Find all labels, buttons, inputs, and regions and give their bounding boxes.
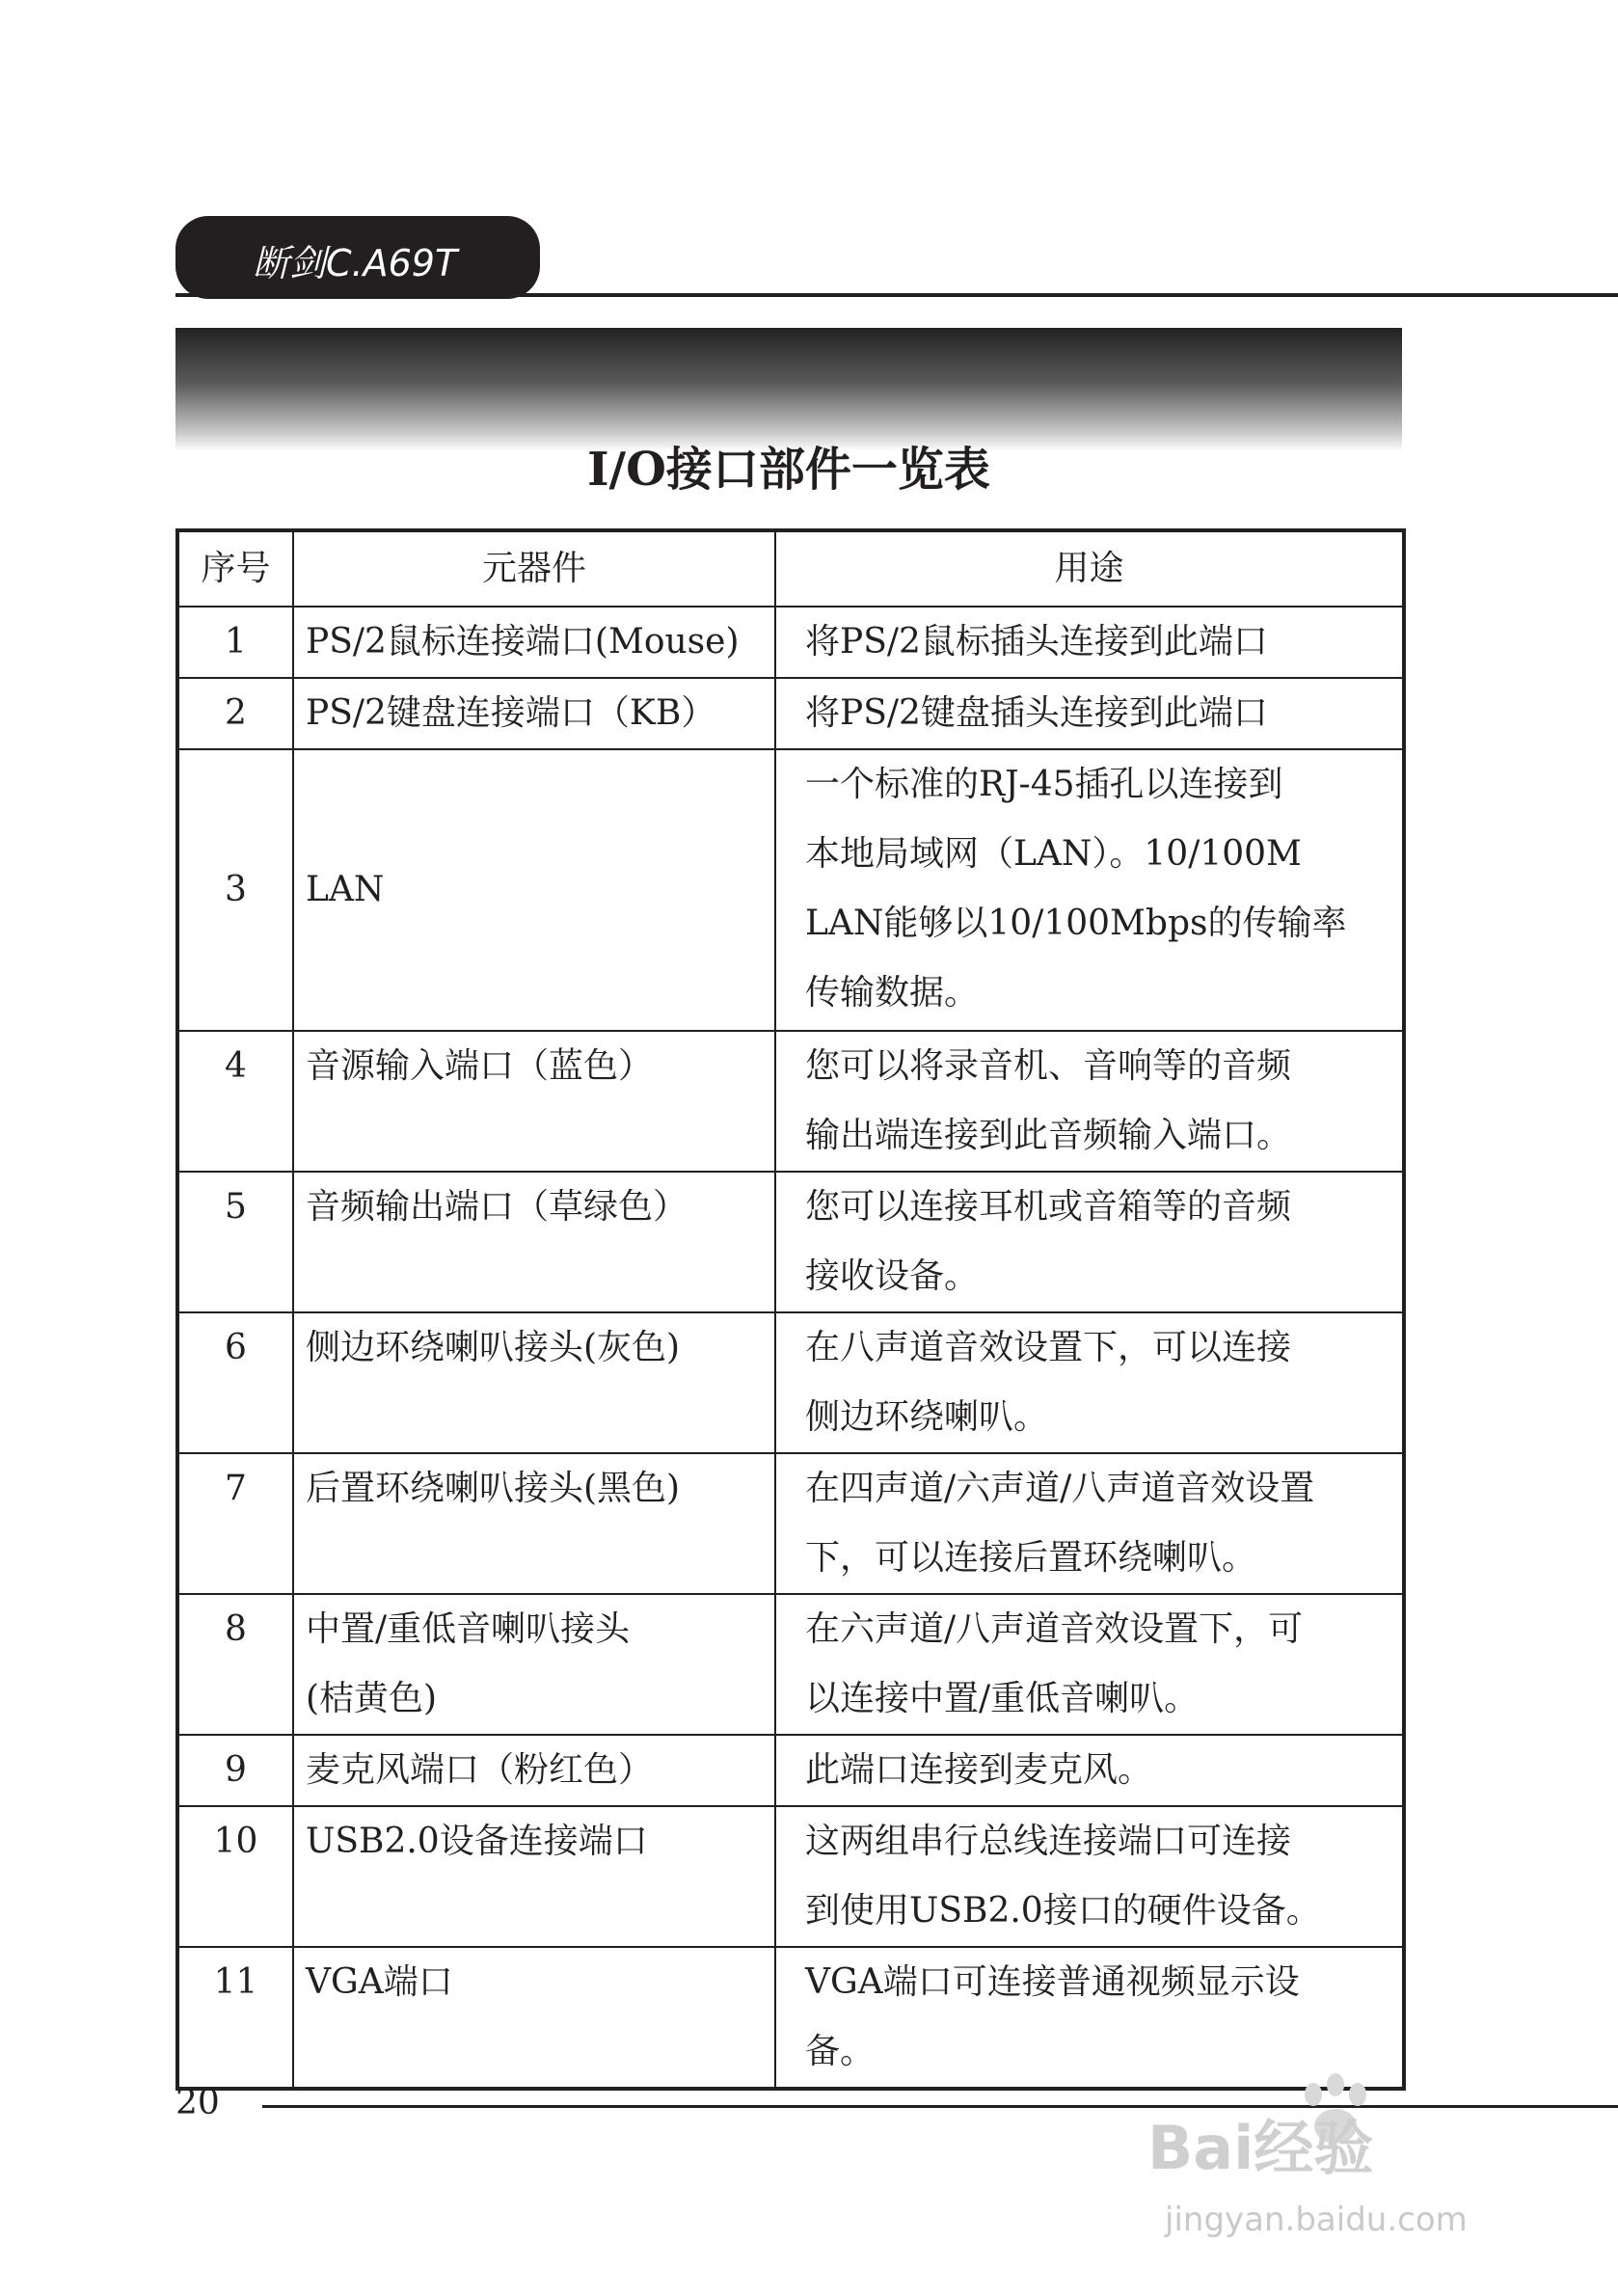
cell-num: 2 [177, 678, 293, 749]
cell-component [293, 1735, 775, 1806]
cell-num: 10 [177, 1806, 293, 1947]
cell-component [293, 1594, 775, 1735]
usage-line: 输出端连接到此音频输入端口。 [805, 1116, 1292, 1155]
usage-line: 下，可以连接后置环绕喇叭。 [805, 1538, 1257, 1578]
table-row [177, 1735, 1404, 1806]
usage-line: 接收设备。 [805, 1256, 980, 1296]
cell-usage [775, 678, 1404, 749]
usage-line: 一个标准的RJ-45插孔以连接到 [805, 765, 1283, 804]
cell-component [293, 1312, 775, 1453]
table-row [177, 1453, 1404, 1594]
cell-num: 9 [177, 1735, 293, 1806]
table-row [177, 1031, 1404, 1172]
usage-line: 此端口连接到麦克风。 [805, 1750, 1153, 1790]
usage-line: 到使用USB2.0接口的硬件设备。 [805, 1891, 1321, 1931]
baidu-watermark [1147, 2073, 1533, 2256]
io-parts-table [175, 528, 1406, 2091]
cell-num: 11 [177, 1947, 293, 2089]
usage-line: 侧边环绕喇叭。 [805, 1397, 1049, 1437]
brand-tab [175, 216, 540, 299]
component-line: PS/2键盘连接端口（KB） [306, 693, 716, 733]
component-line: USB2.0设备连接端口 [306, 1822, 648, 1861]
brand-label: 断剑C.A69T [253, 242, 458, 284]
usage-line: 这两组串行总线连接端口可连接 [805, 1822, 1292, 1861]
cell-component [293, 749, 775, 1031]
cell-usage [775, 1594, 1404, 1735]
usage-line: 您可以将录音机、音响等的音频 [805, 1046, 1292, 1086]
component-line: 后置环绕喇叭接头(黑色) [306, 1469, 681, 1508]
component-line: 音频输出端口（草绿色） [306, 1187, 688, 1227]
cell-usage [775, 1031, 1404, 1172]
table-row [177, 1172, 1404, 1312]
header-usage: 用途 [775, 530, 1404, 607]
component-line: PS/2鼠标连接端口(Mouse) [306, 622, 740, 662]
usage-line: 在六声道/八声道音效设置下，可 [805, 1609, 1304, 1649]
usage-line: 在四声道/六声道/八声道音效设置 [805, 1469, 1315, 1508]
component-line: 侧边环绕喇叭接头(灰色) [306, 1328, 681, 1367]
table-row [177, 607, 1404, 678]
page-number: 20 [175, 2083, 220, 2122]
header-component: 元器件 [293, 530, 775, 607]
header-num: 序号 [177, 530, 293, 607]
cell-num: 5 [177, 1172, 293, 1312]
cell-usage [775, 1735, 1404, 1806]
cell-usage [775, 1172, 1404, 1312]
cell-num: 7 [177, 1453, 293, 1594]
usage-line: 本地局域网（LAN）。10/100M [805, 834, 1302, 874]
cell-usage [775, 749, 1404, 1031]
cell-num: 4 [177, 1031, 293, 1172]
table-row [177, 1594, 1404, 1735]
usage-line: VGA端口可连接普通视频显示设 [805, 1962, 1300, 2002]
component-line: 中置/重低音喇叭接头 [306, 1609, 631, 1649]
usage-line: 备。 [805, 2032, 876, 2071]
table-body [177, 607, 1404, 2089]
table-row [177, 1806, 1404, 1947]
usage-line: 您可以连接耳机或音箱等的音频 [805, 1187, 1292, 1227]
cell-num: 3 [177, 749, 293, 1031]
cell-usage [775, 607, 1404, 678]
watermark-url: jingyan.baidu.com [1165, 2201, 1468, 2239]
cell-usage [775, 1453, 1404, 1594]
cell-num: 8 [177, 1594, 293, 1735]
usage-line: 将PS/2键盘插头连接到此端口 [805, 693, 1268, 733]
usage-line: 将PS/2鼠标插头连接到此端口 [805, 622, 1268, 662]
component-line: LAN [306, 870, 385, 909]
table-row [177, 1947, 1404, 2089]
header-rule [175, 293, 1618, 297]
component-line: (桔黄色) [306, 1679, 438, 1718]
usage-line: 以连接中置/重低音喇叭。 [805, 1679, 1200, 1718]
cell-usage [775, 1312, 1404, 1453]
cell-component [293, 607, 775, 678]
component-line: 音源输入端口（蓝色） [306, 1046, 654, 1086]
cell-num: 1 [177, 607, 293, 678]
cell-component [293, 1947, 775, 2089]
usage-line: 传输数据。 [805, 973, 980, 1013]
page-title: I/O接口部件一览表 [587, 443, 990, 497]
component-line: 麦克风端口（粉红色） [306, 1750, 654, 1790]
table-header-row [177, 530, 1404, 607]
cell-component [293, 1806, 775, 1947]
usage-line: 在八声道音效设置下，可以连接 [805, 1328, 1292, 1367]
table-row [177, 749, 1404, 1031]
cell-usage [775, 1947, 1404, 2089]
table-row [177, 1312, 1404, 1453]
cell-component [293, 678, 775, 749]
component-line: VGA端口 [306, 1962, 453, 2002]
cell-usage [775, 1806, 1404, 1947]
cell-component [293, 1031, 775, 1172]
cell-component [293, 1172, 775, 1312]
cell-num: 6 [177, 1312, 293, 1453]
cell-component [293, 1453, 775, 1594]
watermark-logo: Bai经验 [1147, 2113, 1374, 2183]
table-row [177, 678, 1404, 749]
usage-line: LAN能够以10/100Mbps的传输率 [805, 904, 1347, 943]
